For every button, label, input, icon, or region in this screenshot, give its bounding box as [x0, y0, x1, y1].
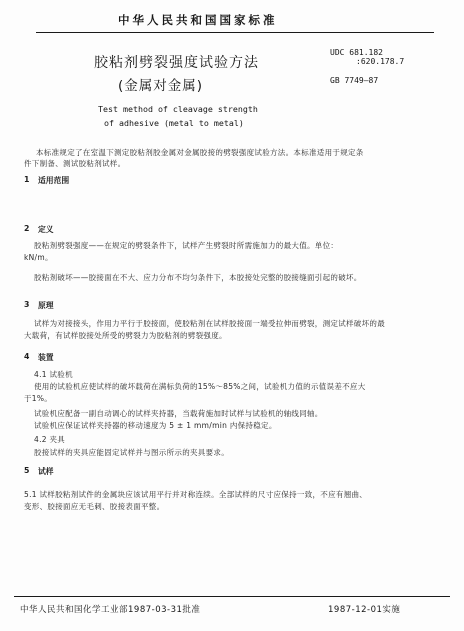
section-2-title: 定义	[38, 225, 54, 234]
section-4-1-label: 4.1 试验机	[34, 370, 73, 379]
section-4-number: 4	[24, 352, 30, 361]
footer-rule	[14, 596, 450, 597]
section-3-line2: 大载荷，有试样胶接处所受的劈裂力为胶粘剂的劈裂强度。	[24, 331, 227, 340]
section-3-line1: 试样为对接接头，作用力平行于胶接面，使胶粘剂在试样胶接面一端受拉伸而劈裂，测定试样破坏的最	[34, 319, 385, 328]
section-5-title: 试样	[38, 467, 54, 476]
udc-code: UDC 681.182	[330, 48, 383, 57]
intro-line1: 本标准规定了在室温下测定胶粘剂胶金属对金属胶接的劈裂强度试验方法。本标准适用于规定条	[36, 148, 364, 157]
implementation-date: 1987-12-01实施	[328, 605, 401, 615]
section-2-number: 2	[24, 224, 30, 233]
section-5-line2: 变形、胶接面应无毛刺、胶接表面平整。	[24, 502, 165, 511]
subtitle-chinese: (金属对金属)	[118, 78, 204, 94]
section-4-1-line4: 试验机应保证试样夹持器的移动速度为 5 ± 1 mm/min 内保持稳定。	[34, 421, 277, 430]
section-2-line3: 胶粘剂破坏——胶接面在不大、应力分布不均匀条件下，本胶接处完整的胶接缝面引起的破坏。	[34, 273, 362, 282]
title-english-line2: of adhesive (metal to metal)	[104, 118, 244, 128]
approval-statement: 中华人民共和国化学工业部1987-03-31批准	[20, 605, 201, 615]
header-rule	[36, 32, 434, 33]
section-4-2-line1: 胶接试样的夹具应能固定试样并与图示所示的夹具要求。	[34, 448, 229, 457]
udc-code-continued: :620.178.7	[356, 57, 405, 66]
title-chinese: 胶粘剂劈裂强度试验方法	[94, 55, 259, 71]
section-1-title: 适用范围	[38, 176, 70, 185]
section-5-line1: 5.1 试样胶粘剂试件的金属块应该试用平行并对称连续。全部试样的尺寸应保持一致，不应有翘曲、	[24, 490, 368, 499]
section-4-2-label: 4.2 夹具	[34, 435, 66, 444]
gb-number: GB 7749—87	[330, 76, 379, 85]
section-1-number: 1	[24, 175, 30, 184]
section-4-1-line1: 使用的试验机应使试样的破坏载荷在满标负荷的15%～85%之间，试验机力值的示值误差不应大	[34, 382, 366, 391]
section-4-1-line3: 试验机应配备一副自动调心的试样夹持器，当载荷施加时试样与试验机的轴线同轴。	[34, 409, 323, 418]
section-2-line2: kN/m。	[24, 253, 53, 262]
section-2-line1: 胶粘剂劈裂强度——在规定的劈裂条件下，试样产生劈裂时所需施加力的最大值。单位：	[34, 241, 339, 250]
intro-line2: 件下制备、测试胶粘剂试样。	[24, 159, 126, 168]
section-3-number: 3	[24, 300, 30, 309]
section-3-title: 原理	[38, 301, 54, 310]
section-4-1-line2: 于1%。	[24, 394, 53, 403]
standard-header: 中华人民共和国国家标准	[118, 13, 278, 27]
section-5-number: 5	[24, 466, 30, 475]
section-4-title: 装置	[38, 353, 54, 362]
title-english-line1: Test method of cleavage strength	[98, 104, 258, 114]
